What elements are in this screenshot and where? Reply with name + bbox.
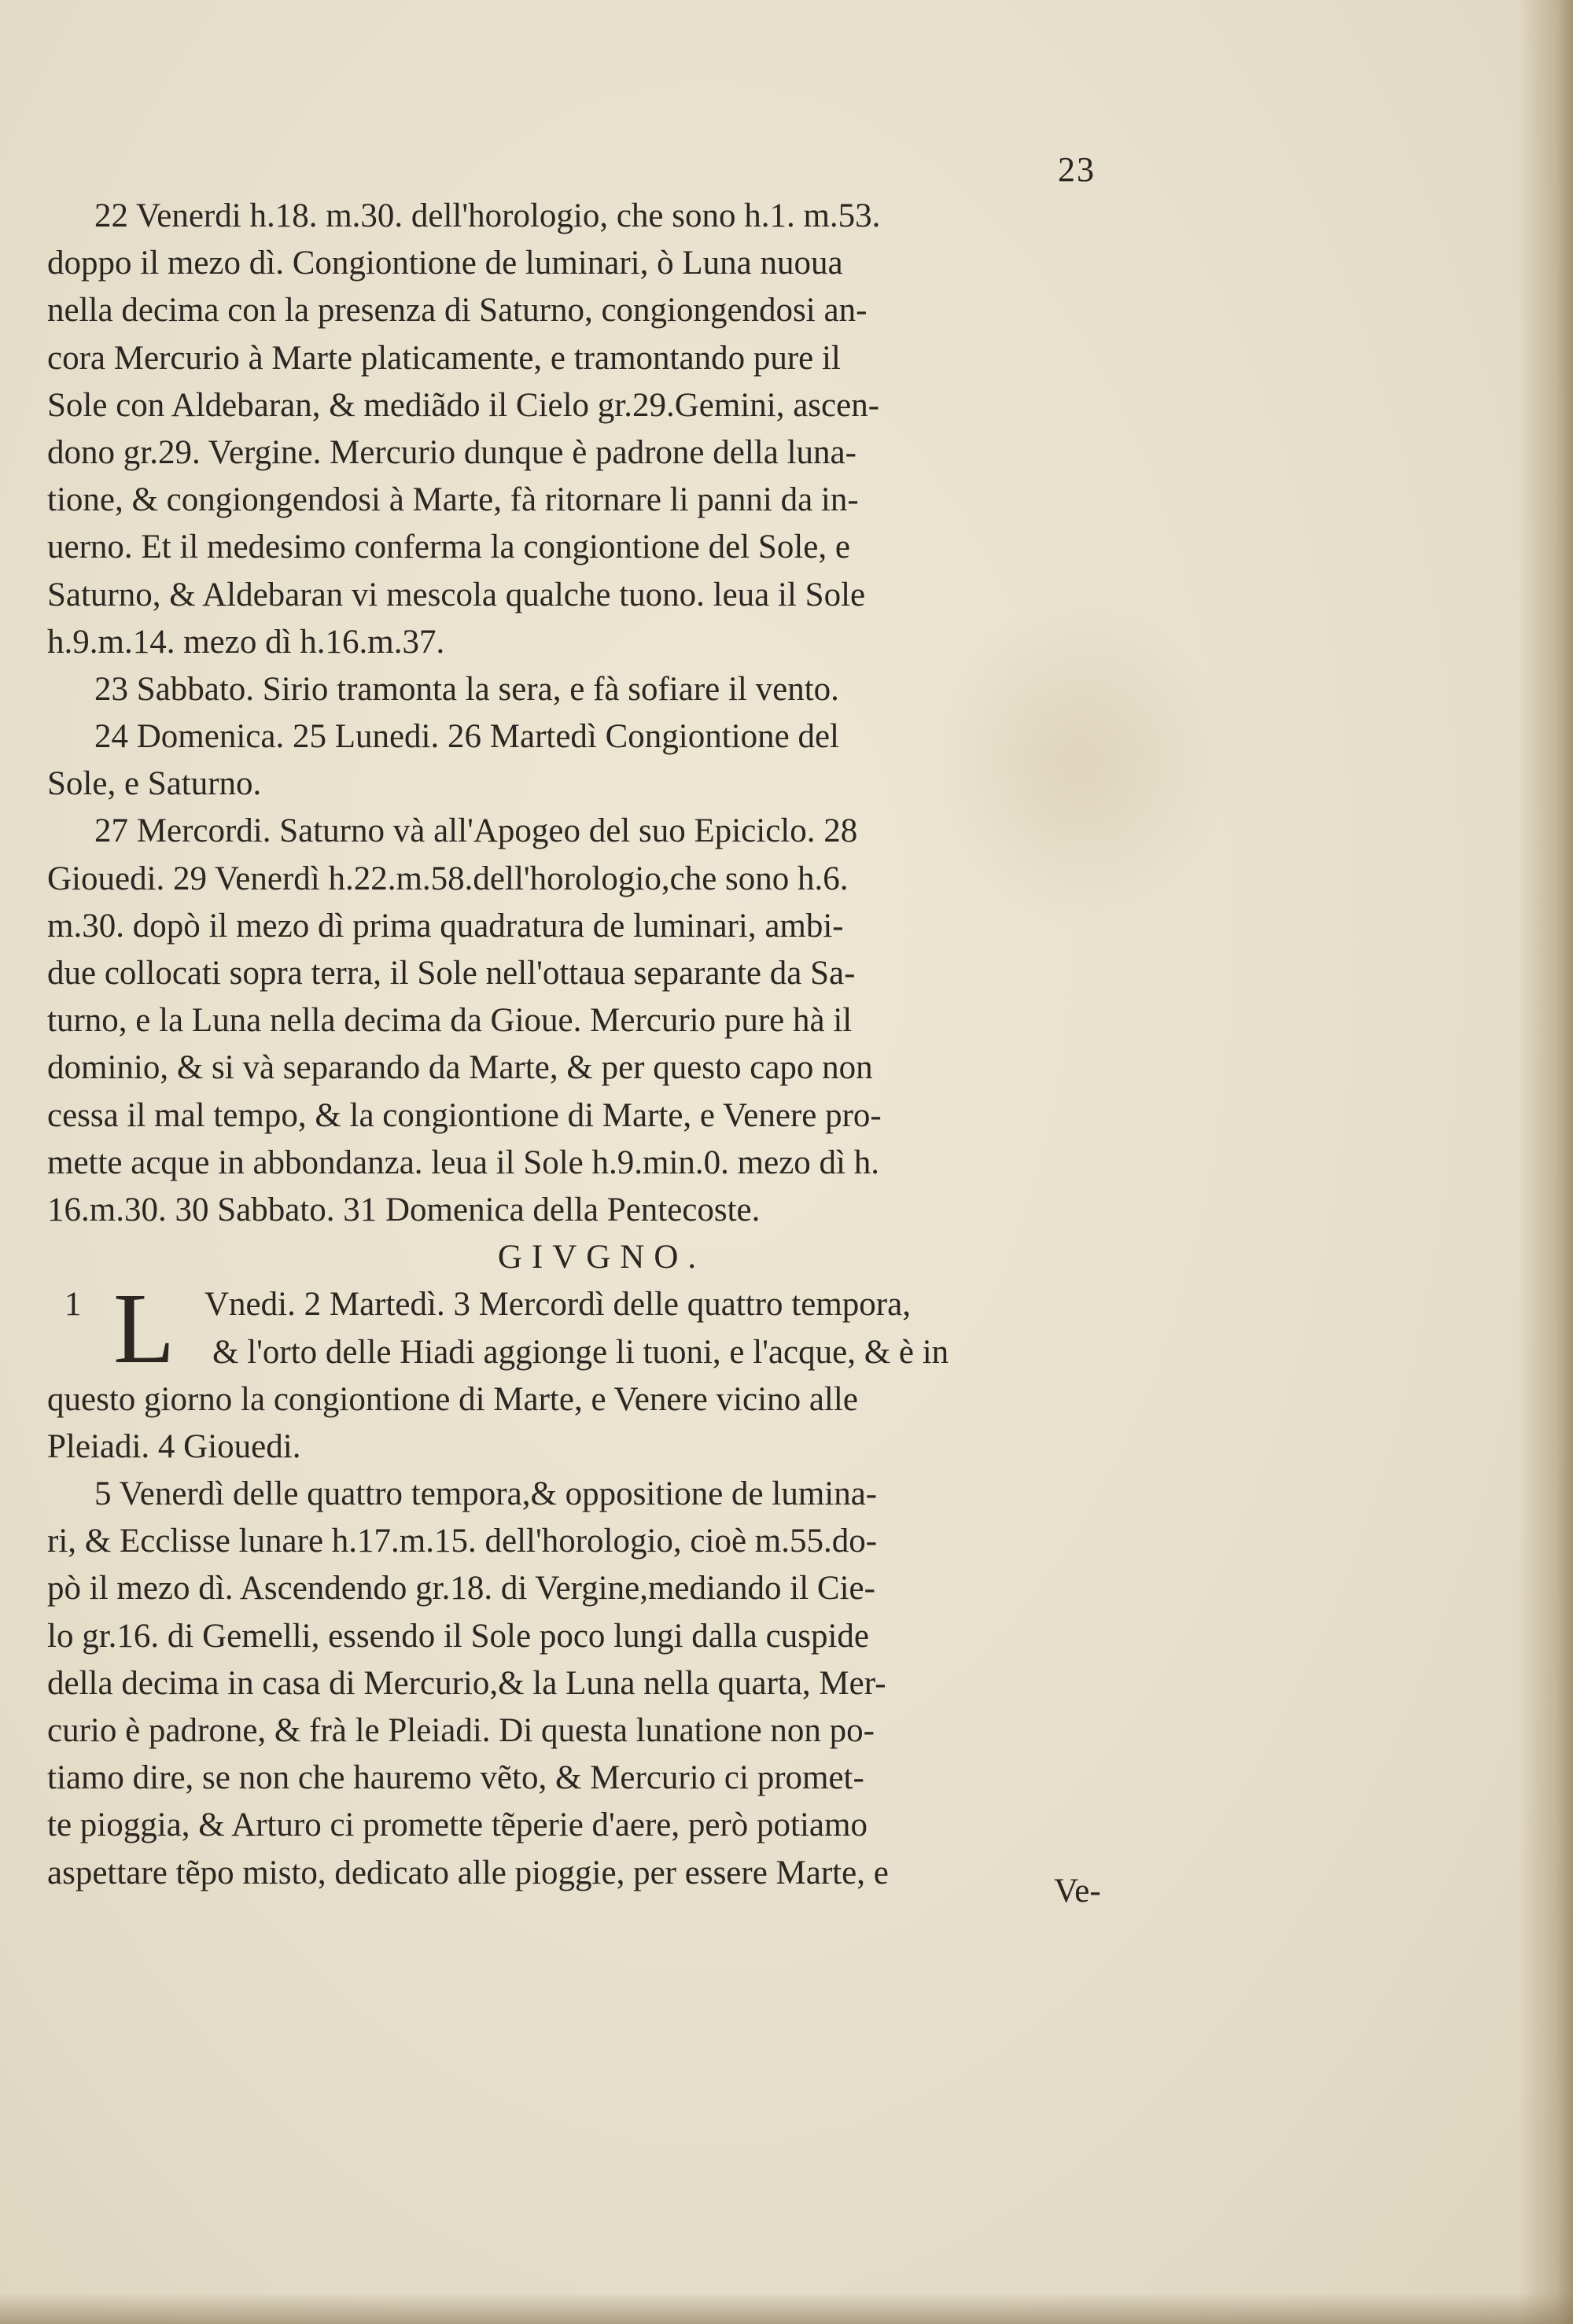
text-line: tione, & congiongendosi à Marte, fà ritornare li panni da in- <box>47 481 859 519</box>
catchword: Ve- <box>1054 1873 1101 1910</box>
drop-capital: L <box>113 1272 175 1385</box>
text-line: doppo il mezo dì. Congiontione de luminari, ò Luna nuoua <box>47 245 843 282</box>
paragraph-23-26 <box>47 666 1180 808</box>
text-line: Pleiadi. 4 Giouedi. <box>47 1427 301 1465</box>
text-line: m.30. dopò il mezo dì prima quadratura de luminari, ambi- <box>47 907 844 945</box>
text-line: & l'orto delle Hiadi aggionge li tuoni, e l'acque, & è in <box>212 1333 949 1371</box>
text-line: Vnedi. 2 Martedì. 3 Mercordì delle quattro tempora, <box>204 1286 911 1324</box>
page-number: 23 <box>1058 150 1096 189</box>
text-line: 27 Mercordi. Saturno và all'Apogeo del suo Epiciclo. 28 <box>94 812 858 850</box>
text-line: pò il mezo dì. Ascendendo gr.18. di Vergine,mediando il Cie- <box>47 1570 875 1608</box>
text-line: mette acque in abbondanza. leua il Sole h.9.min.0. mezo dì h. <box>47 1144 879 1181</box>
text-line: 23 Sabbato. Sirio tramonta la sera, e fà sofiare il vento. <box>94 670 839 708</box>
text-line: Giouedi. 29 Venerdì h.22.m.58.dell'horologio,che sono h.6. <box>47 860 849 897</box>
page-edge-right <box>1518 0 1573 2324</box>
text-line: ri, & Ecclisse lunare h.17.m.15. dell'horologio, cioè m.55.do- <box>47 1523 878 1560</box>
paragraph-22-venerdi <box>47 193 1180 666</box>
text-line: 16.m.30. 30 Sabbato. 31 Domenica della Pentecoste. <box>47 1191 761 1228</box>
month-heading: GIVGNO. <box>497 1239 706 1276</box>
text-line: 24 Domenica. 25 Lunedi. 26 Martedì Congiontione del <box>94 718 840 756</box>
text-line: 22 Venerdi h.18. m.30. dell'horologio, che sono h.1. m.53. <box>94 197 881 234</box>
text-line: della decima in casa di Mercurio,& la Luna nella quarta, Mer- <box>47 1664 886 1702</box>
text-line: aspettare tẽpo misto, dedicato alle pioggie, per essere Marte, e <box>47 1854 889 1891</box>
text-line: 5 Venerdì delle quattro tempora,& oppositione de lumina- <box>94 1475 878 1513</box>
text-line: Saturno, & Aldebaran vi mescola qualche tuono. leua il Sole <box>47 576 866 613</box>
text-line: questo giorno la congiontione di Marte, e Venere vicino alle <box>47 1380 858 1418</box>
page-edge-bottom <box>0 2293 1573 2324</box>
paragraph-27-31 <box>47 808 1180 1234</box>
text-line: curio è padrone, & frà le Pleiadi. Di questa lunatione non po- <box>47 1712 875 1750</box>
day-number: 1 <box>64 1286 82 1324</box>
text-line: uerno. Et il medesimo conferma la congiontione del Sole, e <box>47 529 850 566</box>
text-line: tiamo dire, se non che hauremo vẽto, & Mercurio ci promet- <box>47 1759 864 1797</box>
dropcap-block <box>47 1272 1180 1385</box>
text-line: dono gr.29. Vergine. Mercurio dunque è padrone della luna- <box>47 433 856 471</box>
text-line: te pioggia, & Arturo ci promette tẽperie d'aere, però potiamo <box>47 1807 868 1844</box>
main-text <box>47 193 1180 1897</box>
text-line: nella decima con la presenza di Saturno, congiongendosi an- <box>47 292 868 330</box>
text-line: Sole, e Saturno. <box>47 765 262 803</box>
text-line: dominio, & si và separando da Marte, & per questo capo non <box>47 1049 873 1087</box>
text-line: due collocati sopra terra, il Sole nell'ottaua separante da Sa- <box>47 955 856 992</box>
text-line: cora Mercurio à Marte platicamente, e tramontando pure il <box>47 339 841 377</box>
paragraph-giugno-1-4 <box>47 1272 1180 1471</box>
text-line: h.9.m.14. mezo dì h.16.m.37. <box>47 623 445 661</box>
text-line: cessa il mal tempo, & la congiontione di Marte, e Venere pro- <box>47 1096 882 1134</box>
paragraph-5-venerdi <box>47 1471 1180 1897</box>
text-line: turno, e la Luna nella decima da Gioue. Mercurio pure hà il <box>47 1002 853 1040</box>
text-line: Sole con Aldebaran, & mediãdo il Cielo gr.29.Gemini, ascen- <box>47 386 880 424</box>
text-line: lo gr.16. di Gemelli, essendo il Sole poco lungi dalla cuspide <box>47 1617 869 1655</box>
